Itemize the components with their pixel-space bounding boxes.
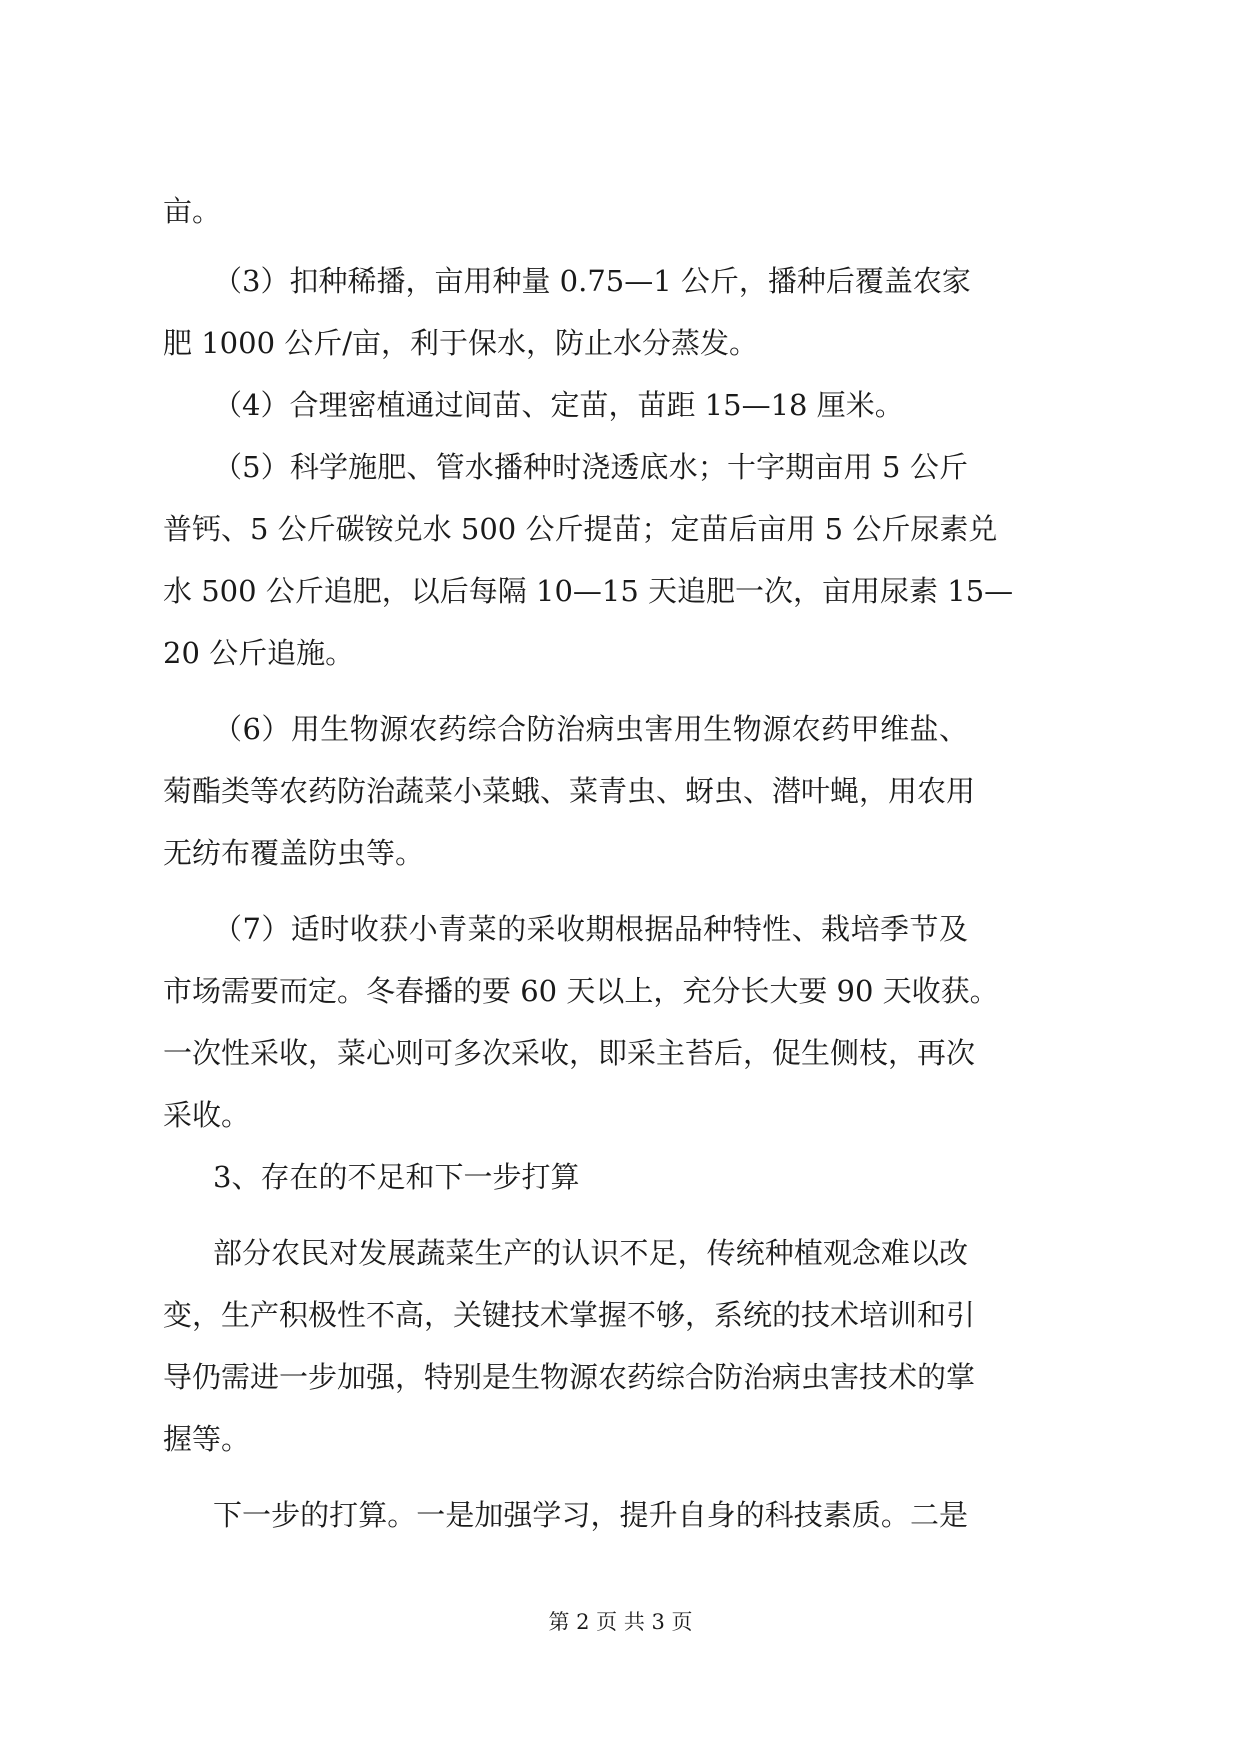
text-line-content: 导仍需进一步加强，特别是生物源农药综合防治病虫害技术的掌: [163, 1360, 976, 1394]
text-line: [0, 261, 1241, 301]
text-line-content: 一次性采收，菜心则可多次采收，即采主苔后，促生侧枝，再次: [163, 1036, 976, 1070]
text-line-content: 市场需要而定。冬春播的要 60 天以上，充分长大要 90 天收获。: [163, 974, 999, 1008]
text-line: [0, 385, 1241, 425]
text-line: [0, 971, 1241, 1011]
text-line-content: 3、存在的不足和下一步打算: [213, 1160, 580, 1194]
text-line-content: 部分农民对发展蔬菜生产的认识不足，传统种植观念难以改: [213, 1236, 968, 1270]
text-line-content: （3）扣种稀播，亩用种量 0.75—1 公斤，播种后覆盖农家: [213, 264, 971, 298]
text-line: [0, 571, 1241, 611]
text-line: [0, 1233, 1241, 1273]
text-line-content: （5）科学施肥、管水播种时浇透底水；十字期亩用 5 公斤: [213, 450, 968, 484]
text-line-content: （4）合理密植通过间苗、定苗，苗距 15—18 厘米。: [213, 388, 904, 422]
text-line-content: 20 公斤追施。: [163, 636, 355, 670]
text-line: [0, 447, 1241, 487]
text-line-content: 无纺布覆盖防虫等。: [163, 836, 425, 870]
text-line-content: 水 500 公斤追肥，以后每隔 10—15 天追肥一次，亩用尿素 15—: [163, 574, 1014, 608]
text-line: [0, 1033, 1241, 1073]
text-line-content: 握等。: [163, 1422, 251, 1456]
text-line: [0, 1495, 1241, 1535]
text-line: [0, 191, 1241, 231]
text-line: [0, 1157, 1241, 1197]
text-line: [0, 1095, 1241, 1135]
text-line: [0, 1295, 1241, 1335]
text-line: [0, 509, 1241, 549]
text-line: [0, 833, 1241, 873]
text-line: [0, 1419, 1241, 1459]
text-line-content: 变，生产积极性不高，关键技术掌握不够，系统的技术培训和引: [163, 1298, 976, 1332]
page-footer: 第 2 页 共 3 页: [548, 1610, 693, 1634]
text-line-content: （6）用生物源农药综合防治病虫害用生物源农药甲维盐、: [213, 712, 968, 746]
text-line-content: 肥 1000 公斤/亩，利于保水，防止水分蒸发。: [163, 326, 759, 360]
text-line-content: （7）适时收获小青菜的采收期根据品种特性、栽培季节及: [213, 912, 968, 946]
text-line: [0, 633, 1241, 673]
text-line: [0, 323, 1241, 363]
text-line-content: 下一步的打算。一是加强学习，提升自身的科技素质。二是: [213, 1498, 968, 1532]
text-line-content: 菊酯类等农药防治蔬菜小菜蛾、菜青虫、蚜虫、潜叶蝇，用农用: [163, 774, 976, 808]
text-line: [0, 771, 1241, 811]
text-line-content: 普钙、5 公斤碳铵兑水 500 公斤提苗；定苗后亩用 5 公斤尿素兑: [163, 512, 998, 546]
text-line: [0, 709, 1241, 749]
text-line: [0, 909, 1241, 949]
text-line-content: 亩。: [163, 194, 222, 228]
text-line: [0, 1357, 1241, 1397]
text-line-content: 采收。: [163, 1098, 251, 1132]
